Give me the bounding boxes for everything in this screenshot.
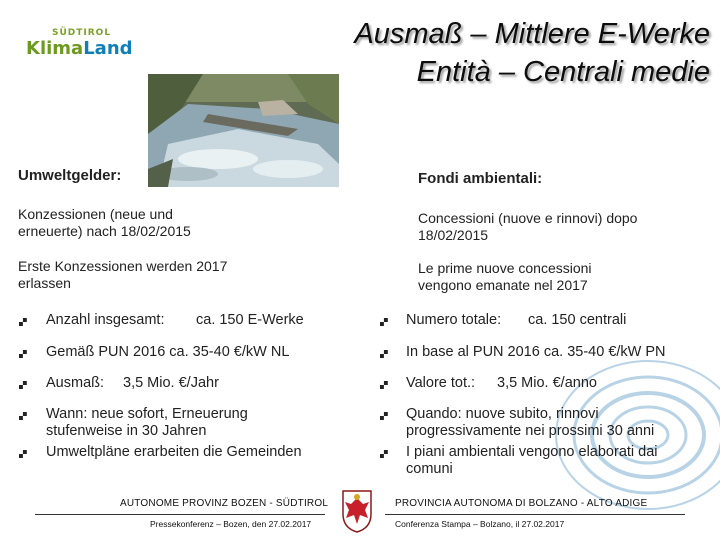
left-bullet-count-value: ca. 150 E-Werke: [196, 312, 304, 328]
left-paragraph-1: [18, 206, 191, 240]
text-line: erlassen: [18, 275, 71, 291]
left-heading: Umweltgelder:: [18, 167, 122, 184]
left-bullet-count: [46, 312, 164, 329]
coat-of-arms-icon: [340, 488, 374, 534]
text-line: Concessioni (nuove e rinnovi) dopo: [418, 210, 638, 226]
right-bullet-when: [406, 406, 654, 440]
text-line: vengono emanate nel 2017: [418, 277, 588, 293]
page-title: Ausmaß – Mittlere E-Werke: [354, 18, 710, 50]
text-line: Konzessionen (neue und: [18, 206, 173, 222]
left-paragraph-2: [18, 258, 227, 292]
text-line: stufenweise in 30 Jahren: [46, 423, 207, 439]
text-line: Wann: neue sofort, Erneuerung: [46, 406, 248, 422]
left-bullet-plans: Umweltpläne erarbeiten die Gemeinden: [46, 444, 302, 460]
left-bullet-pun: Gemäß PUN 2016 ca. 35-40 €/kW NL: [46, 344, 290, 360]
bullet-icon: 🙾: [380, 446, 388, 461]
right-bullet-amount-value: 3,5 Mio. €/anno: [497, 375, 597, 391]
left-bullet-amount: Ausmaß:: [46, 375, 105, 391]
text-line: Le prime nuove concessioni: [418, 260, 592, 276]
right-heading: Fondi ambientali:: [418, 170, 543, 187]
logo: [26, 38, 133, 59]
footer-divider-left: [35, 514, 325, 515]
right-paragraph-2: [418, 260, 592, 294]
label: Anzahl insgesamt:: [46, 312, 165, 328]
bullet-icon: 🙾: [19, 408, 27, 423]
bullet-icon: 🙾: [380, 377, 388, 392]
text-line: progressivamente nei prossimi 30 anni: [406, 423, 655, 439]
left-bullet-when: [46, 406, 248, 440]
logo-word-1: Klima: [26, 38, 84, 59]
text-line: comuni: [406, 461, 453, 477]
logo-word-2: Land: [83, 38, 133, 59]
footer-org-de: AUTONOME PROVINZ BOZEN - SÜDTIROL: [120, 498, 329, 509]
footer-event-it: Conferenza Stampa – Bolzano, il 27.02.2017: [395, 519, 565, 529]
bullet-icon: 🙾: [380, 346, 388, 361]
right-bullet-plans: [406, 444, 658, 478]
text-line: Quando: nuove subito, rinnovi: [406, 406, 599, 422]
logo-subtitle: SÜDTIROL: [52, 28, 112, 38]
bullet-icon: 🙾: [19, 346, 27, 361]
bullet-icon: 🙾: [19, 446, 27, 461]
footer-divider-right: [385, 514, 685, 515]
bullet-icon: 🙾: [19, 377, 27, 392]
footer-org-it: PROVINCIA AUTONOMA DI BOLZANO - ALTO ADIGE: [395, 498, 648, 509]
left-bullet-amount-value: 3,5 Mio. €/Jahr: [123, 375, 219, 391]
text-line: Erste Konzessionen werden 2017: [18, 258, 228, 274]
right-bullet-count-value: ca. 150 centrali: [528, 312, 627, 328]
right-bullet-count: Numero totale:: [406, 312, 502, 328]
right-bullet-pun: In base al PUN 2016 ca. 35-40 €/kW PN: [406, 344, 666, 360]
bullet-icon: 🙾: [380, 408, 388, 423]
bullet-icon: 🙾: [19, 314, 27, 329]
text-line: 18/02/2015: [418, 227, 489, 243]
bullet-icon: 🙾: [380, 314, 388, 329]
text-line: I piani ambientali vengono elaborati dai: [406, 444, 658, 460]
page-subtitle: Entità – Centrali medie: [416, 56, 710, 88]
right-paragraph-1: [418, 210, 637, 244]
footer-event-de: Pressekonferenz – Bozen, den 27.02.2017: [150, 519, 312, 529]
right-bullet-amount: Valore tot.:: [406, 375, 476, 391]
river-photo: [148, 74, 339, 187]
text-line: erneuerte) nach 18/02/2015: [18, 223, 191, 239]
